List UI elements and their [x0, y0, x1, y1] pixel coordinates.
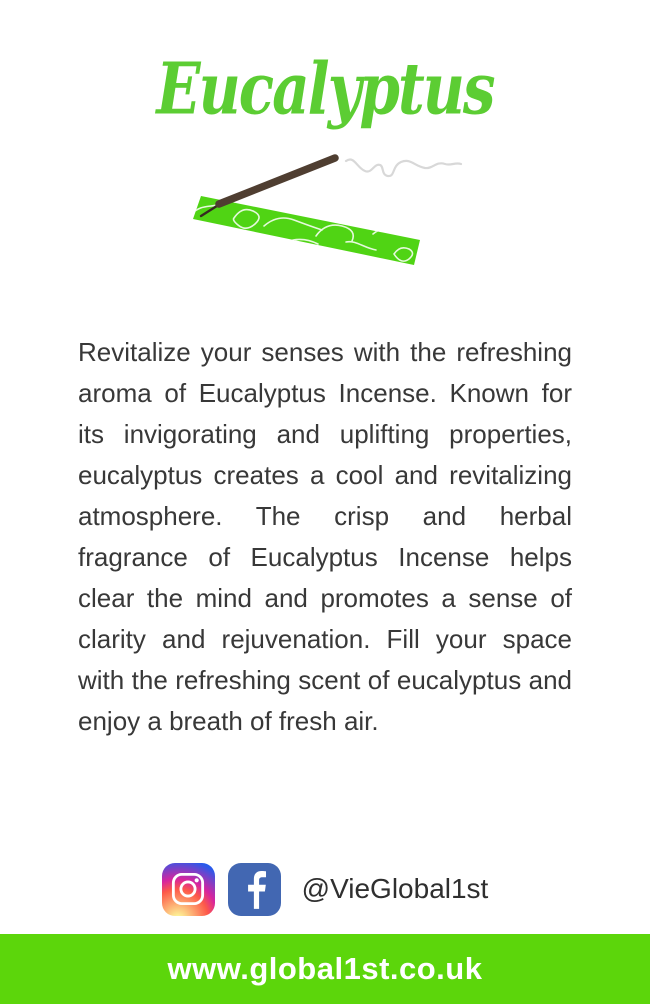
- footer-url[interactable]: www.global1st.co.uk: [167, 951, 483, 986]
- instagram-icon[interactable]: [162, 863, 215, 916]
- incense-holder-shape: [192, 196, 420, 265]
- social-handle: @VieGlobal1st: [301, 873, 489, 904]
- smoke-wisp: [346, 159, 461, 176]
- footer-bar: [0, 934, 650, 1004]
- facebook-icon[interactable]: [228, 863, 281, 916]
- product-description: Revitalize your senses with the refreshing aroma of Eucalyptus Incense. Known for its invigorating and uplifting properties, eucalyptus creates a cool and revitalizing atmosphere. The crisp and herbal fragrance of Eucalyptus Incense helps clear the mind and promotes a sense of clarity and rejuvenation. Fill your space with the refreshing scent of eucalyptus and enjoy a breath of fresh air.: [78, 337, 572, 736]
- page-title: Eucalyptus: [156, 47, 494, 131]
- incense-illustration: [168, 138, 478, 283]
- social-row: [0, 860, 650, 918]
